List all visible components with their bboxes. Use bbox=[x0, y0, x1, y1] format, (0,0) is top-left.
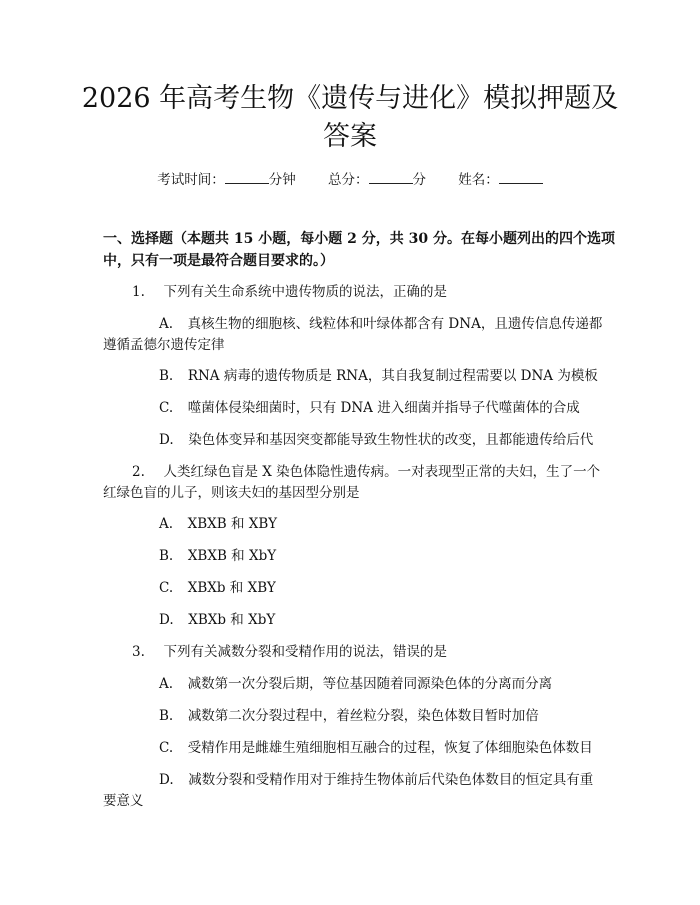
title-line-1: 2026 年高考生物《遗传与进化》模拟押题及 bbox=[81, 83, 619, 114]
option-text: 减数第二次分裂过程中，着丝粒分裂，染色体数目暂时加倍 bbox=[187, 708, 539, 724]
q3-option-a bbox=[159, 673, 552, 695]
q3-option-b bbox=[159, 705, 539, 727]
question-3-stem bbox=[132, 641, 447, 663]
name-blank bbox=[499, 171, 543, 184]
option-letter: B. bbox=[159, 368, 174, 384]
q1-option-b bbox=[159, 365, 598, 387]
q3-option-d-line-1 bbox=[159, 769, 593, 791]
exam-time-label: 考试时间： bbox=[157, 172, 225, 188]
q3-option-d-line-2: 要意义 bbox=[103, 793, 144, 809]
total-score-unit: 分 bbox=[412, 172, 426, 188]
option-text: 真核生物的细胞核、线粒体和叶绿体都含有 DNA，且遗传信息传递都 bbox=[187, 316, 603, 332]
question-2-stem-line-2: 红绿色盲的儿子，则该夫妇的基因型分别是 bbox=[103, 485, 360, 501]
total-score-field bbox=[328, 172, 426, 188]
exam-time-field bbox=[157, 172, 296, 188]
option-text: XBXb 和 XBY bbox=[187, 580, 276, 596]
option-text: 噬菌体侵染细菌时，只有 DNA 进入细菌并指导子代噬菌体的合成 bbox=[187, 400, 580, 416]
exam-time-unit: 分钟 bbox=[268, 172, 296, 188]
q1-option-c bbox=[159, 397, 580, 419]
option-text: XBXb 和 XbY bbox=[188, 612, 276, 628]
option-letter: A. bbox=[159, 316, 174, 332]
option-letter: C. bbox=[159, 580, 174, 596]
name-field bbox=[458, 172, 543, 188]
option-letter: C. bbox=[159, 400, 174, 416]
title-line-2: 答案 bbox=[323, 121, 377, 152]
option-letter: D. bbox=[159, 612, 174, 628]
question-stem-text: 人类红绿色盲是 X 染色体隐性遗传病。一对表现型正常的夫妇，生了一个 bbox=[163, 464, 601, 480]
q1-option-d bbox=[159, 429, 593, 451]
total-score-blank bbox=[369, 171, 413, 184]
option-text: XBXB 和 XbY bbox=[187, 548, 277, 564]
section-heading bbox=[103, 228, 623, 272]
option-text: XBXB 和 XBY bbox=[187, 516, 277, 532]
option-letter: D. bbox=[159, 772, 174, 788]
question-stem-text: 下列有关生命系统中遗传物质的说法，正确的是 bbox=[163, 284, 447, 300]
q2-option-b bbox=[159, 545, 276, 567]
q2-option-d bbox=[159, 609, 275, 631]
option-text: 减数第一次分裂后期，等位基因随着同源染色体的分离而分离 bbox=[187, 676, 553, 692]
option-letter: A. bbox=[159, 516, 174, 532]
q3-option-c bbox=[159, 737, 593, 759]
option-text: RNA 病毒的遗传物质是 RNA，其自我复制过程需要以 DNA 为模板 bbox=[187, 368, 598, 384]
question-number: 2. bbox=[132, 464, 145, 480]
q1-option-a-line-2: 遵循孟德尔遗传定律 bbox=[103, 337, 225, 353]
option-letter: D. bbox=[159, 432, 174, 448]
q2-option-a bbox=[159, 513, 277, 535]
q1-option-a-line-1 bbox=[159, 313, 602, 335]
exam-info-line bbox=[0, 168, 700, 188]
option-text: 受精作用是雌雄生殖细胞相互融合的过程，恢复了体细胞染色体数目 bbox=[187, 740, 593, 756]
option-text: 减数分裂和受精作用对于维持生物体前后代染色体数目的恒定具有重 bbox=[188, 772, 594, 788]
option-letter: C. bbox=[159, 740, 174, 756]
question-1-stem bbox=[132, 281, 447, 303]
option-letter: B. bbox=[159, 708, 174, 724]
question-number: 1. bbox=[132, 284, 145, 300]
q2-option-c bbox=[159, 577, 276, 599]
section-heading-line-1: 一、选择题（本题共 15 小题，每小题 2 分，共 30 分。在每小题列出的四个选项 bbox=[103, 231, 615, 247]
option-letter: A. bbox=[159, 676, 174, 692]
question-stem-text: 下列有关减数分裂和受精作用的说法，错误的是 bbox=[163, 644, 447, 660]
page-title bbox=[80, 80, 620, 156]
name-label: 姓名： bbox=[458, 172, 499, 188]
question-2-stem-line-1 bbox=[132, 461, 600, 483]
option-letter: B. bbox=[159, 548, 174, 564]
section-heading-line-2: 中，只有一项是最符合题目要求的。） bbox=[103, 253, 334, 269]
option-text: 染色体变异和基因突变都能导致生物性状的改变，且都能遗传给后代 bbox=[188, 432, 594, 448]
total-score-label: 总分： bbox=[328, 172, 369, 188]
exam-time-blank bbox=[225, 171, 269, 184]
question-number: 3. bbox=[132, 644, 145, 660]
